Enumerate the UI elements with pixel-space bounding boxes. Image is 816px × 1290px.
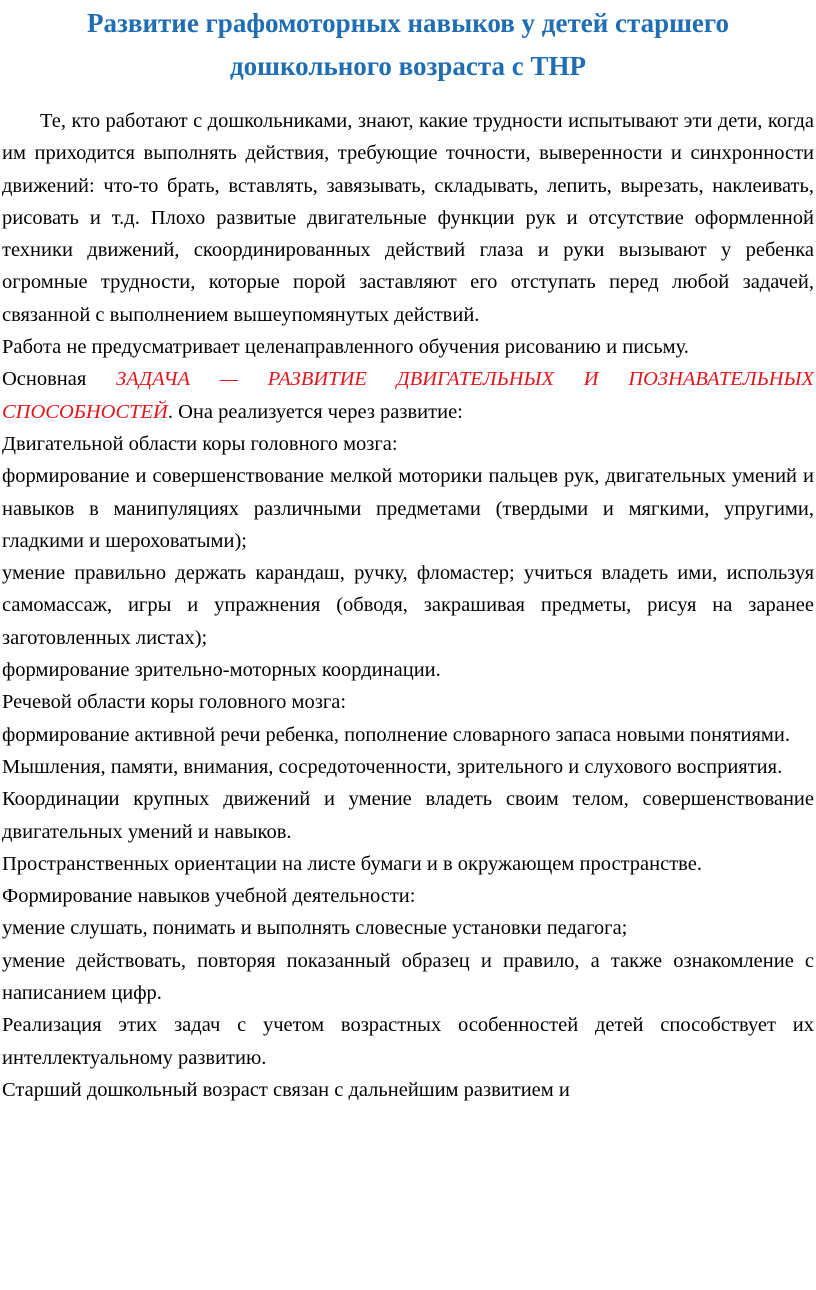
list-item: умение действовать, повторяя показанный образец и правило, а также ознакомление с написанием цифр.	[2, 949, 814, 1005]
task-suffix: . Она реализуется через развитие:	[167, 400, 463, 423]
list-item: Реализация этих задач с учетом возрастных особенностей детей способствует их интеллектуальному развитию.	[2, 1014, 814, 1069]
list-item: формирование активной речи ребенка, пополнение словарного запаса новыми понятиями.	[2, 723, 790, 746]
list-item: Координации крупных движений и умение владеть своим телом, совершенствование двигательных умений и навыков.	[2, 788, 814, 843]
task-paragraph	[2, 363, 814, 428]
list-item: формирование зрительно-моторных координации.	[2, 659, 441, 682]
list-item: Старший дошкольный возраст связан с дальнейшим развитием и	[2, 1078, 570, 1101]
list-item: Мышления, памяти, внимания, сосредоточенности, зрительного и слухового восприятия.	[2, 755, 783, 778]
intro-paragraph: Те, кто работают с дошкольниками, знают, какие трудности испытывают эти дети, когда им приходится выполнять действия, требующие точности, выверенности и синхронности движений: что-то брать, вставлять, завязывать, складывать, лепить, вырезать, наклеивать, рисовать и т.д. Плохо развитые двигательные функции рук и отсутствие оформленной техники движений, скоординированных действий глаза и руки вызывают у ребенка огромные трудности, которые порой заставляют его отступать перед любой задачей, связанной с выполнением вышеупомянутых действий.	[2, 110, 814, 326]
title-line-1: Развитие графомоторных навыков у детей старшего	[87, 8, 729, 38]
list-item: формирование и совершенствование мелкой моторики пальцев рук, двигательных умений и навыков в манипуляциях различными предметами (твердыми и мягкими, упругими, гладкими и шероховатыми);	[2, 465, 814, 552]
title-line-2: дошкольного возраста с ТНР	[230, 51, 586, 81]
task-prefix: Основная	[2, 368, 117, 391]
list-item: Двигательной области коры головного мозга:	[2, 432, 398, 455]
work-note-paragraph: Работа не предусматривает целенаправленного обучения рисованию и письму.	[2, 336, 689, 359]
list-item: умение слушать, понимать и выполнять словесные установки педагога;	[2, 917, 628, 940]
document-body	[2, 105, 814, 1106]
page-title	[2, 0, 814, 88]
task-highlight: ЗАДАЧА — РАЗВИТИЕ ДВИГАТЕЛЬНЫХ И ПОЗНАВАТЕЛЬНЫХ СПОСОБНОСТЕЙ	[2, 368, 814, 423]
list-item: Речевой области коры головного мозга:	[2, 691, 347, 714]
list-item: умение правильно держать карандаш, ручку, фломастер; учиться владеть ими, используя самомассаж, игры и упражнения (обводя, закрашивая предметы, рисуя на заранее заготовленных листах);	[2, 562, 814, 649]
list-item: Формирование навыков учебной деятельности:	[2, 885, 416, 908]
list-item: Пространственных ориентации на листе бумаги и в окружающем пространстве.	[2, 852, 702, 875]
